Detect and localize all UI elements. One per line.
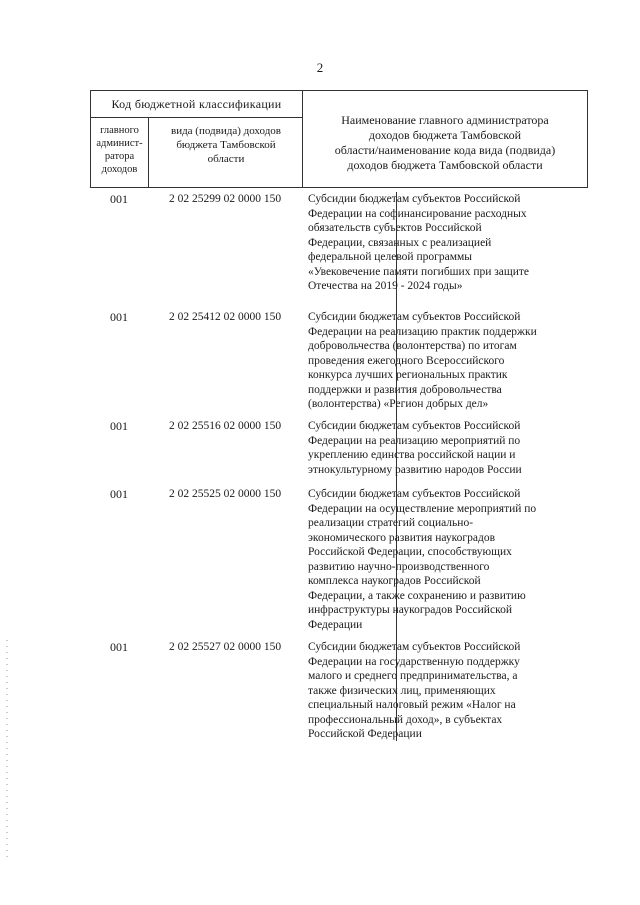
- text-line: Субсидии бюджетам субъектов Российской: [308, 488, 521, 500]
- name-header: [303, 91, 587, 187]
- revenue-code-cell: 2 02 25525 02 0000 150: [168, 488, 282, 500]
- text-line: укреплению единства российской нации и: [308, 449, 516, 461]
- text-line: экономического развития наукоградов: [308, 531, 495, 544]
- header-line: Наименование главного администратора: [341, 113, 549, 127]
- header-line: области/наименование кода вида (подвида): [334, 143, 556, 157]
- text-line: поддержки и развития добровольчества: [308, 383, 502, 396]
- header-line: вида (подвида) доходов: [171, 125, 281, 137]
- text-line: Федерации на государственную поддержку: [308, 655, 520, 668]
- revenue-code-cell: 2 02 25527 02 0000 150: [168, 641, 282, 653]
- header-line: админист-: [96, 138, 143, 149]
- revenue-code-cell: 2 02 25299 02 0000 150: [168, 193, 282, 205]
- budget-classification-code-header: Код бюджетной классификации: [91, 91, 302, 118]
- text-line: конкурса лучших региональных практик: [308, 369, 508, 381]
- text-line: развитию научно-производственного: [308, 560, 490, 573]
- text-line: Российской Федерации, способствующих: [308, 546, 512, 558]
- scan-margin-artifact: [6, 640, 8, 860]
- admin-code-cell: 001: [110, 487, 128, 501]
- text-line: инфраструктуры наукоградов Российской: [308, 604, 512, 616]
- admin-code-cell: 001: [110, 419, 128, 433]
- text-line: также физических лиц, применяющих: [308, 684, 496, 697]
- admin-code-cell: 001: [110, 640, 128, 654]
- text-line: Федерации на софинансирование расходных: [308, 207, 527, 220]
- text-line: Федерации на осуществление мероприятий по: [308, 502, 537, 515]
- revenue-name-cell: [308, 192, 584, 294]
- text-line: добровольчества (волонтерства) по итогам: [308, 340, 517, 352]
- revenue-name-cell: [308, 419, 584, 477]
- text-line: Субсидии бюджетам субъектов Российской: [308, 641, 521, 653]
- text-line: Субсидии бюджетам субъектов Российской: [308, 193, 521, 205]
- text-line: реализации стратегий социально-: [308, 517, 474, 529]
- revenue-kind-header: [150, 118, 302, 187]
- page-number: 2: [316, 60, 324, 75]
- header-line: бюджета Тамбовской: [176, 139, 276, 151]
- header-line: доходов бюджета Тамбовской: [368, 128, 522, 142]
- revenue-name-cell: [308, 487, 584, 632]
- revenue-name-cell: [308, 640, 584, 742]
- text-line: федеральной целевой программы: [308, 251, 472, 263]
- text-line: малого и среднего предпринимательства, а: [308, 670, 518, 682]
- chief-administrator-header: [91, 118, 149, 187]
- text-line: Субсидии бюджетам субъектов Российской: [308, 311, 521, 323]
- text-line: Отечества на 2019 - 2024 годы»: [308, 280, 463, 292]
- header-line: доходов бюджета Тамбовской области: [347, 158, 543, 172]
- table-header: [90, 90, 588, 188]
- text-line: этнокультурному развитию народов России: [308, 463, 522, 476]
- text-line: профессиональный доход», в субъектах: [308, 713, 503, 726]
- revenue-code-cell: 2 02 25516 02 0000 150: [168, 420, 282, 432]
- text-line: специальный налоговый режим «Налог на: [308, 699, 516, 711]
- text-line: Федерации: [308, 618, 363, 631]
- header-line: ратора: [104, 151, 135, 162]
- header-line: области: [207, 153, 245, 165]
- budget-classification-header: [91, 91, 303, 187]
- header-line: главного: [100, 125, 139, 136]
- text-line: (волонтерства) «Регион добрых дел»: [308, 398, 489, 410]
- text-line: Российской Федерации: [308, 728, 422, 740]
- revenue-name-cell: [308, 310, 584, 412]
- text-line: проведения ежегодного Всероссийского: [308, 354, 505, 367]
- admin-code-cell: 001: [110, 310, 128, 324]
- text-line: Федерации, а также сохранению и развитию: [308, 589, 526, 602]
- text-line: Субсидии бюджетам субъектов Российской: [308, 420, 521, 432]
- revenue-code-cell: 2 02 25412 02 0000 150: [168, 311, 282, 323]
- admin-code-cell: 001: [110, 192, 128, 206]
- text-line: комплекса наукоградов Российской: [308, 575, 481, 587]
- header-line: доходов: [101, 164, 138, 175]
- text-line: «Увековечение памяти погибших при защите: [308, 265, 530, 278]
- text-line: Федерации, связанных с реализацией: [308, 236, 492, 249]
- text-line: Федерации на реализацию практик поддержки: [308, 325, 537, 338]
- text-line: обязательств субъектов Российской: [308, 222, 482, 234]
- text-line: Федерации на реализацию мероприятий по: [308, 434, 521, 447]
